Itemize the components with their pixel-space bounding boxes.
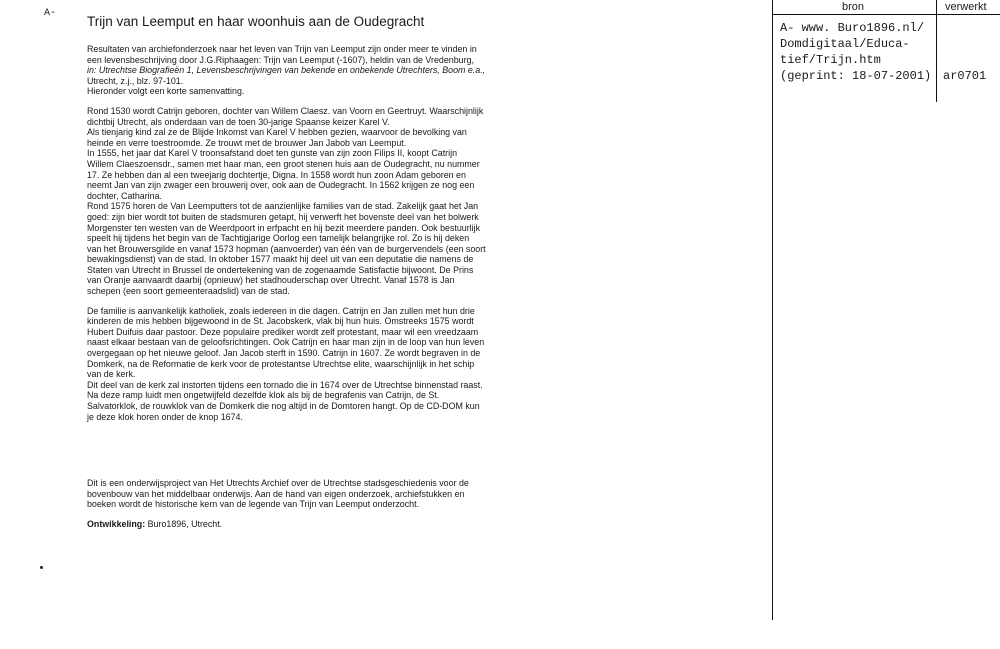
text-line: van Oranje aanvaardt daarbij (opnieuw) het stadhouderschap over Utrecht. Vanaf 1578 is Jan [87,275,455,286]
margin-mark: A- [44,8,57,19]
text-line: heinde en verre toestroomde. Ze trouwt met de brouwer Jan Jabob van Leemput. [87,137,407,148]
source-line: tief/Trijn.htm [780,53,881,67]
source-line: (geprint: 18-07-2001) [780,69,932,83]
text-line: In 1555, het jaar dat Karel V troonsafstand doet ten gunste van zijn zoon Filips II, koopt Catrijn [87,148,458,159]
text-line: Dit is een onderwijsproject van Het Utrechts Archief over de Utrechtse stadsgeschiedenis voor de [87,478,469,489]
text-line: Dit deel van de kerk zal instorten tijdens een tornado die in 1674 over de Utrechtse binnenstad raast. [87,379,483,390]
text-line: Salvatorklok, de rouwklok van de Domkerk die nog altijd in de Domtoren hangt. Op de CD-DOM kun [87,401,480,411]
credit-label: Ontwikkeling: [87,518,146,529]
text-line: overgegaan op het nieuwe geloof. Jan Jacob sterft in 1590. Catrijn in 1607. Ze wordt begraven in de [87,348,481,359]
processed-code: ar0701 [943,69,987,83]
source-line: A- www. Buro1896.nl/ [780,21,925,35]
text-line: 17. Ze hebben dan al een tweejarig dochtertje, Digna. In 1558 wordt hun zoon Adam geboren en [87,169,466,180]
text-line: dichtbij Utrecht, als onderdaan van de toen 30-jarige Spaanse keizer Karel V. [87,116,390,127]
text-line: Willem Claeszoensdr., samen met haar man, een groot stenen huis aan de Oudegracht, nu nummer [87,158,480,169]
source-table [770,0,1000,620]
text-line: bovenbouw van het middelbaar onderwijs. Aan de hand van eigen onderzoek, archiefstukken en [87,488,465,499]
text-line: dochter, Catharina. [87,190,162,201]
document-title: Trijn van Leemput en haar woonhuis aan de Oudegracht [87,14,425,29]
margin-dot [40,566,43,569]
text-line: Hieronder volgt een korte samenvatting. [87,86,245,97]
text-line: je deze klok horen onder de knop 1674. [87,411,243,422]
text-line: Rond 1575 horen de Van Leemputters tot de aanzienlijke families van de stad. Zakelijk gaat het Jan [87,201,479,212]
text-line: Morgenster ten westen van de Weerdpoort in erfpacht en hij bezit meerdere panden. Ook bestuurlijk [87,222,481,233]
text-line: goed: zijn bier wordt tot buiten de stadsmuren getapt, hij verwerft het bovenste deel van het bolwerk [87,211,479,222]
source-line: Domdigitaal/Educa- [780,37,910,51]
text-line: speelt hij tijdens het begin van de Tachtigjarige Oorlog een tamelijk belangrijke rol. Zo is hij deken [87,233,470,244]
text-line: Na deze ramp luidt men ongetwijfeld dezelfde klok als bij de begrafenis van Catrijn, de St. [87,390,440,401]
credit-value: Buro1896, Utrecht. [145,518,223,529]
text-line: De familie is aanvankelijk katholiek, zoals iedereen in die dagen. Catrijn en Jan zullen met hun drie [87,305,475,316]
paragraph [87,44,557,97]
text-line: bewakingsdienst) van de stad. In oktober 1577 maakt hij deel uit van een deputatie die namens de [87,254,474,265]
text-line: in: Utrechtse Biografieën 1, Levensbeschrijvingen van bekende en onbekende Utrechters, Boom e.a., [87,65,486,76]
source-reference [780,20,931,84]
paragraphs [87,44,557,422]
paragraph [87,306,557,423]
text-line: van de kerk. [87,369,136,380]
text-line: Staten van Utrecht in Brussel de ondertekening van de zogenaamde Satisfactie bijwoont. De Prins [87,264,474,275]
text-line: boeken wordt de historische kern van de legende van Trijn van Leemput onderzocht. [87,499,420,510]
text-line: Resultaten van archiefonderzoek naar het leven van Trijn van Leemput zijn onder meer te vinden in [87,44,477,54]
text-line: Hubert Duifuis daar pastoor. Deze populaire prediker wordt zelf protestant, maar wil een vreedzaam [87,326,479,337]
text-line: Als tienjarig kind zal ze de Blijde Inkomst van Karel V hebben gezien, waarvoor de bevolking van [87,127,467,138]
text-line: Rond 1530 wordt Catrijn geboren, dochter van Willem Claesz. van Voorn en Geertruyt. Waarschijnlijk [87,105,484,116]
text-line: van het Brouwersgilde en vanaf 1573 hopman (aanvoerder) van één van de burgervendels (een soort [87,243,486,254]
text-line: neemt Jan van zijn zwager een brouwerij over, ook aan de Oudegracht. In 1562 krijgen ze nog een [87,180,475,191]
text-line: Utrecht, z.j., blz. 97-101. [87,75,184,86]
text-line: naast elkaar bestaan van de geloofsrichtingen. Ook Catrijn en haar man zijn in de loop van hun leven [87,337,485,348]
project-description [87,478,557,510]
text-line: een levensbeschrijving door J.G.Riphaagen: Trijn van Leemput (-1607), heldin van de Vredenburg, [87,54,474,65]
credit-line [87,519,557,530]
paragraph [87,106,557,297]
header-bron: bron [842,1,865,13]
header-verwerkt: verwerkt [945,1,987,13]
text-line: Domkerk, na de Reformatie de kerk voor de protestantse Utrechtse elite, waarschijnlijk in het schip [87,358,475,369]
text-line: schepen (een soort gemeenteraadslid) van de stad. [87,286,290,297]
text-line: kinderen de mis hebben bijgewoond in de St. Jacobskerk, vlak bij hun huis. Omstreeks 1575 wordt [87,316,474,327]
document-body [87,14,557,539]
